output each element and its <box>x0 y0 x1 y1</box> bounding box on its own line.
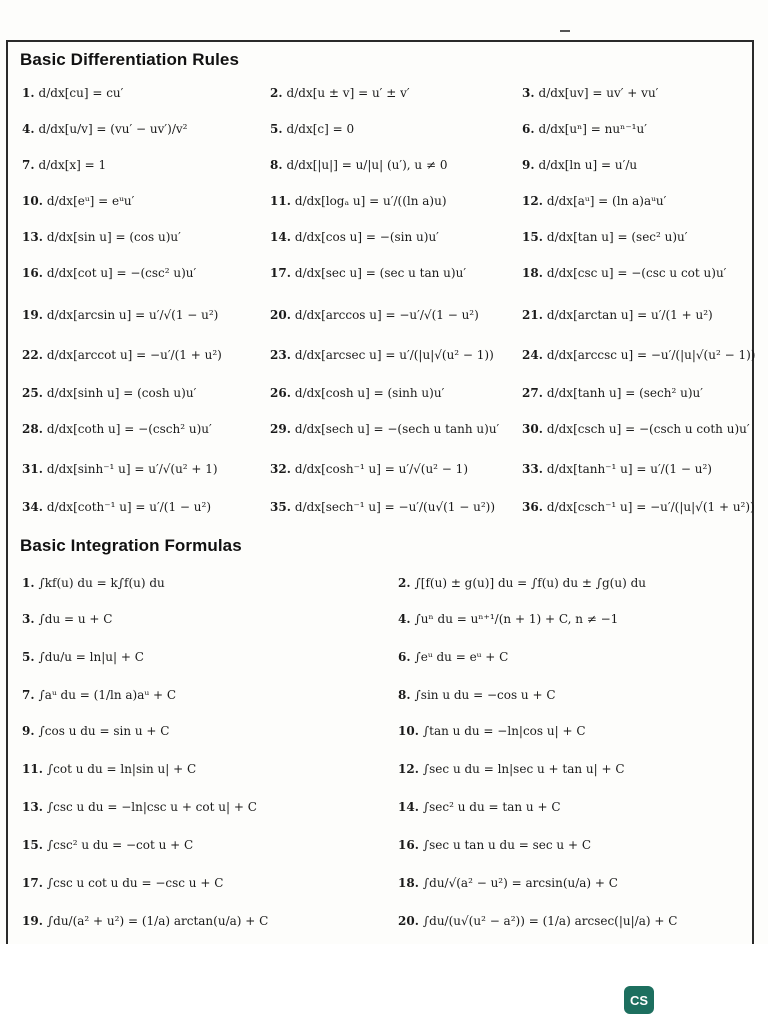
diff-rule: 25. d/dx[sinh u] = (cosh u)u′ <box>22 386 197 400</box>
int-formula: 8. ∫sin u du = −cos u + C <box>398 688 556 702</box>
diff-rule: 33. d/dx[tanh⁻¹ u] = u′/(1 − u²) <box>522 462 712 476</box>
diff-rule: 7. d/dx[x] = 1 <box>22 158 107 172</box>
diff-rule: 16. d/dx[cot u] = −(csc² u)u′ <box>22 266 197 280</box>
diff-rule: 11. d/dx[logₐ u] = u′/((ln a)u) <box>270 194 447 208</box>
diff-rule: 17. d/dx[sec u] = (sec u tan u)u′ <box>270 266 467 280</box>
int-formula: 5. ∫du/u = ln|u| + C <box>22 650 144 664</box>
diff-rule: 23. d/dx[arcsec u] = u′/(|u|√(u² − 1)) <box>270 348 494 362</box>
diff-rule: 22. d/dx[arccot u] = −u′/(1 + u²) <box>22 348 222 362</box>
diff-rule: 21. d/dx[arctan u] = u′/(1 + u²) <box>522 308 713 322</box>
diff-rule: 12. d/dx[aᵘ] = (ln a)aᵘu′ <box>522 194 667 208</box>
int-formula: 20. ∫du/(u√(u² − a²)) = (1/a) arcsec(|u|/a) + C <box>398 914 678 928</box>
diff-rule: 27. d/dx[tanh u] = (sech² u)u′ <box>522 386 703 400</box>
diff-rule: 35. d/dx[sech⁻¹ u] = −u′/(u√(1 − u²)) <box>270 500 496 514</box>
diff-rule: 5. d/dx[c] = 0 <box>270 122 355 136</box>
diff-rule: 36. d/dx[csch⁻¹ u] = −u′/(|u|√(1 + u²)) <box>522 500 755 514</box>
int-formula: 4. ∫uⁿ du = uⁿ⁺¹/(n + 1) + C, n ≠ −1 <box>398 612 619 626</box>
integration-heading: Basic Integration Formulas <box>20 536 242 555</box>
diff-rule: 3. d/dx[uv] = uv′ + vu′ <box>522 86 659 100</box>
diff-rule: 31. d/dx[sinh⁻¹ u] = u′/√(u² + 1) <box>22 462 218 476</box>
diff-rule: 34. d/dx[coth⁻¹ u] = u′/(1 − u²) <box>22 500 212 514</box>
diff-rule: 32. d/dx[cosh⁻¹ u] = u′/√(u² − 1) <box>270 462 468 476</box>
diff-rule: 4. d/dx[u/v] = (vu′ − uv′)/v² <box>22 122 188 136</box>
diff-rule: 26. d/dx[cosh u] = (sinh u)u′ <box>270 386 445 400</box>
int-formula: 19. ∫du/(a² + u²) = (1/a) arctan(u/a) + C <box>22 914 269 928</box>
int-formula: 2. ∫[f(u) ± g(u)] du = ∫f(u) du ± ∫g(u) du <box>398 576 646 590</box>
int-formula: 9. ∫cos u du = sin u + C <box>22 724 170 738</box>
int-formula: 12. ∫sec u du = ln|sec u + tan u| + C <box>398 762 625 776</box>
int-formula: 6. ∫eᵘ du = eᵘ + C <box>398 650 509 664</box>
diff-rule: 14. d/dx[cos u] = −(sin u)u′ <box>270 230 439 244</box>
diff-rule: 28. d/dx[coth u] = −(csch² u)u′ <box>22 422 212 436</box>
int-formula: 3. ∫du = u + C <box>22 612 113 626</box>
differentiation-heading: Basic Differentiation Rules <box>20 50 240 69</box>
diff-rule: 8. d/dx[|u|] = u/|u| (u′), u ≠ 0 <box>270 158 448 172</box>
diff-rule: 18. d/dx[csc u] = −(csc u cot u)u′ <box>522 266 727 280</box>
diff-rule: 10. d/dx[eᵘ] = eᵘu′ <box>22 194 135 208</box>
scan-mark <box>560 30 570 32</box>
diff-rule: 19. d/dx[arcsin u] = u′/√(1 − u²) <box>22 308 219 322</box>
int-formula: 11. ∫cot u du = ln|sin u| + C <box>22 762 197 776</box>
diff-rule: 9. d/dx[ln u] = u′/u <box>522 158 638 172</box>
diff-rule: 24. d/dx[arccsc u] = −u′/(|u|√(u² − 1)) <box>522 348 756 362</box>
diff-rule: 30. d/dx[csch u] = −(csch u coth u)u′ <box>522 422 750 436</box>
diff-rule: 6. d/dx[uⁿ] = nuⁿ⁻¹u′ <box>522 122 647 136</box>
int-formula: 10. ∫tan u du = −ln|cos u| + C <box>398 724 586 738</box>
int-formula: 13. ∫csc u du = −ln|csc u + cot u| + C <box>22 800 257 814</box>
left-border <box>6 40 8 944</box>
camscanner-logo: CS <box>624 986 654 1014</box>
int-formula: 16. ∫sec u tan u du = sec u + C <box>398 838 592 852</box>
int-formula: 15. ∫csc² u du = −cot u + C <box>22 838 194 852</box>
bottom-margin <box>0 944 768 1024</box>
diff-rule: 13. d/dx[sin u] = (cos u)u′ <box>22 230 181 244</box>
int-formula: 14. ∫sec² u du = tan u + C <box>398 800 561 814</box>
int-formula: 1. ∫kf(u) du = k∫f(u) du <box>22 576 165 590</box>
diff-rule: 15. d/dx[tan u] = (sec² u)u′ <box>522 230 688 244</box>
int-formula: 18. ∫du/√(a² − u²) = arcsin(u/a) + C <box>398 876 618 890</box>
diff-rule: 20. d/dx[arccos u] = −u′/√(1 − u²) <box>270 308 479 322</box>
diff-rule: 1. d/dx[cu] = cu′ <box>22 86 124 100</box>
int-formula: 7. ∫aᵘ du = (1/ln a)aᵘ + C <box>22 688 177 702</box>
top-border <box>6 40 754 42</box>
diff-rule: 2. d/dx[u ± v] = u′ ± v′ <box>270 86 410 100</box>
int-formula: 17. ∫csc u cot u du = −csc u + C <box>22 876 224 890</box>
diff-rule: 29. d/dx[sech u] = −(sech u tanh u)u′ <box>270 422 500 436</box>
